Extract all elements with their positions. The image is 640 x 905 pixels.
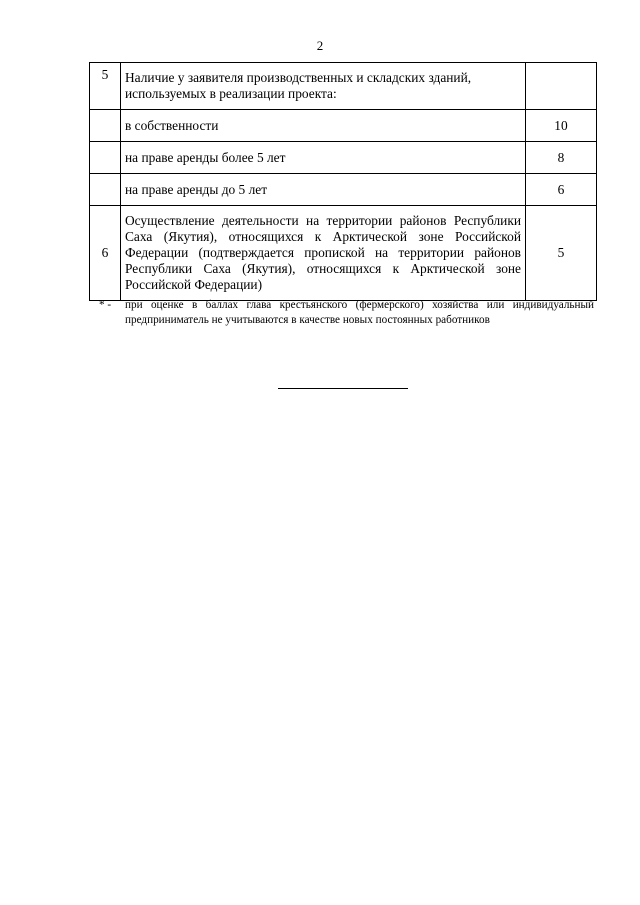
criterion-number [90,110,121,142]
footnote-mark: * - [99,299,112,311]
criterion-score: 8 [526,142,597,174]
criterion-text: на праве аренды более 5 лет [121,142,526,174]
criterion-score: 6 [526,174,597,206]
table-row [90,110,597,142]
criterion-number [90,174,121,206]
criterion-score: 10 [526,110,597,142]
table-row [90,174,597,206]
criterion-text: в собственности [121,110,526,142]
criterion-score [526,63,597,110]
criterion-number [90,142,121,174]
criterion-number: 6 [90,206,121,301]
criterion-score: 5 [526,206,597,301]
footnote [89,298,594,328]
table-row [90,206,597,301]
table-row [90,63,597,110]
table-row [90,142,597,174]
criterion-number: 5 [90,63,121,110]
footnote-text: при оценке в баллах глава крестьянского (фермерского) хозяйства или индивидуальный предприниматель не учитываются в качестве новых постоянных работников [125,299,594,326]
criteria-table [89,62,597,301]
criterion-text: на праве аренды до 5 лет [121,174,526,206]
criterion-text: Осуществление деятельности на территории районов Республики Саха (Якутия), относящихся к Арктической зоне Российской Федерации (подтверждается пропиской на территории районов Республики Саха (Якутия), относящихся к Арктической зоне Российской Федерации) [121,206,526,301]
criterion-text: Наличие у заявителя производственных и складских зданий, используемых в реализации проекта: [121,63,526,110]
end-divider-line [278,388,408,389]
page-number: 2 [316,38,324,53]
